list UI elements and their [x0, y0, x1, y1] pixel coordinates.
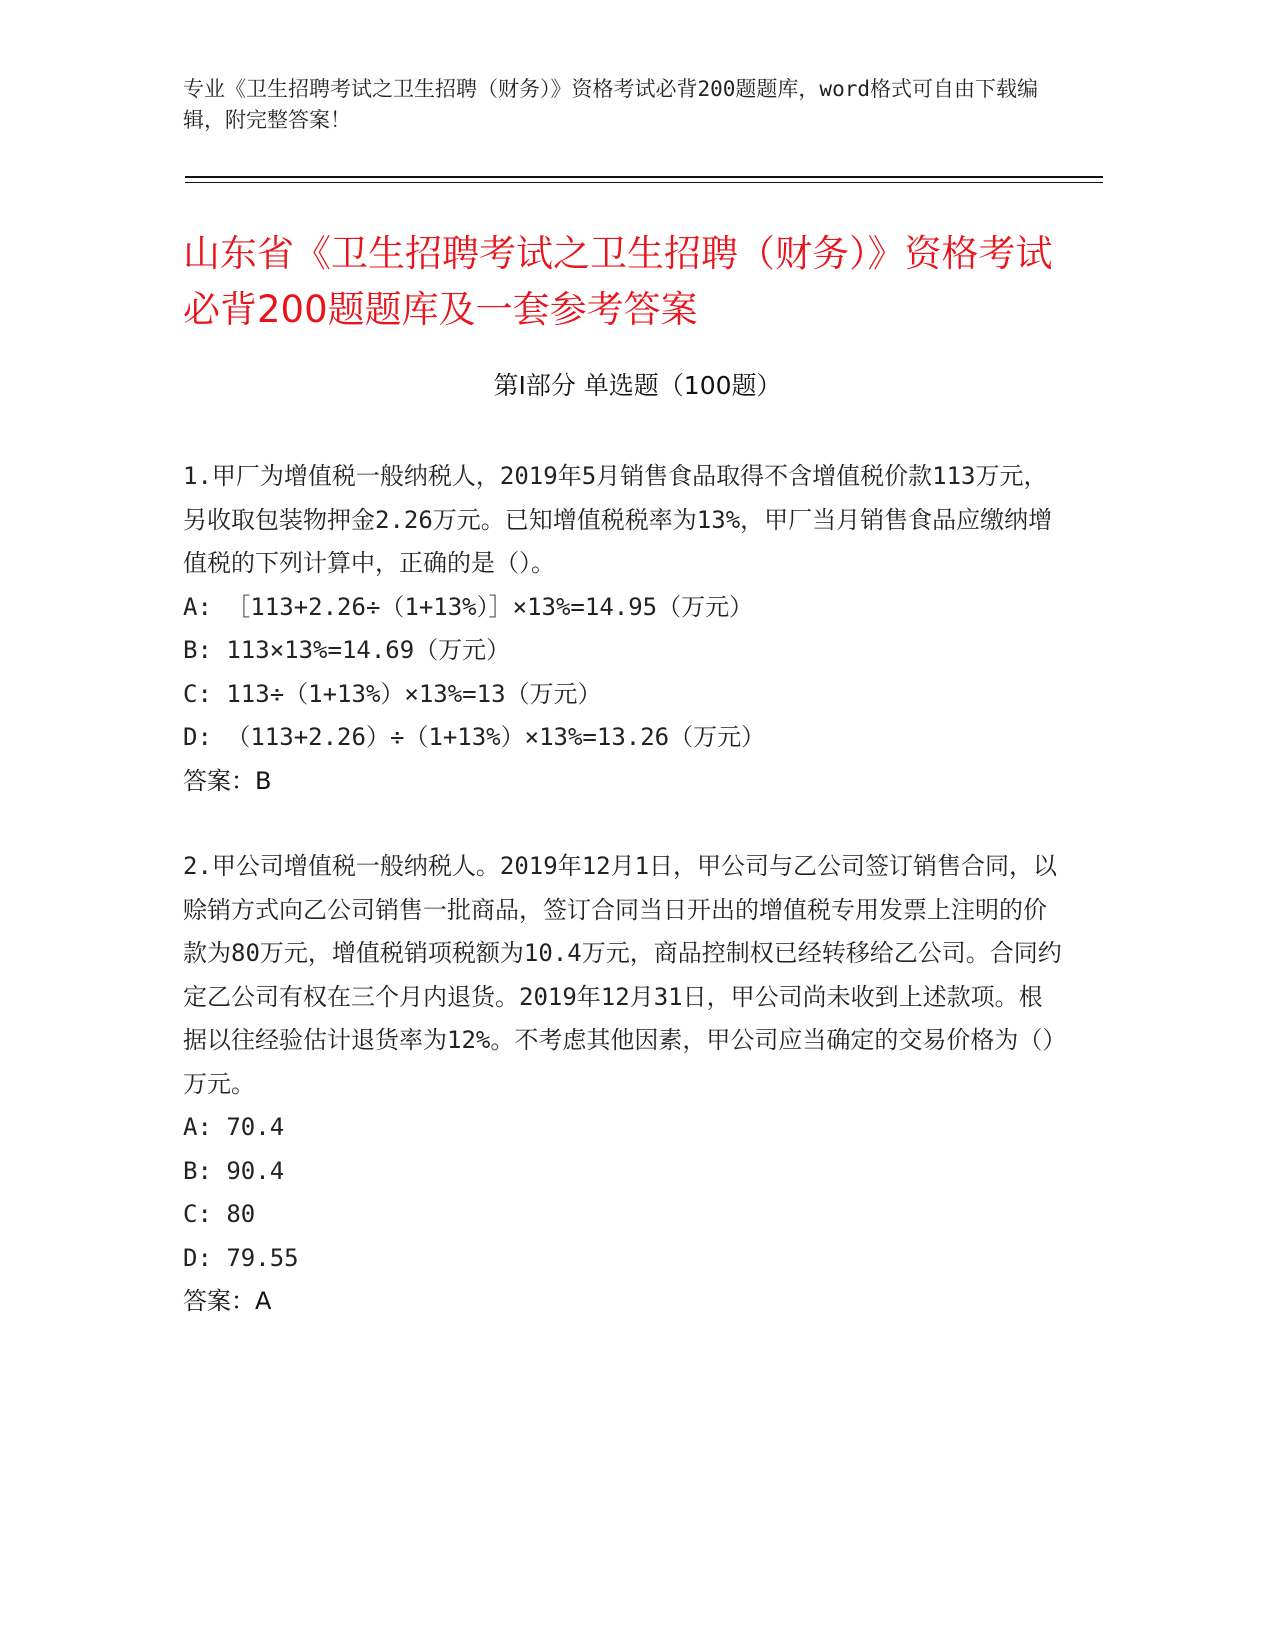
option-b: B: 90.4	[183, 1156, 285, 1185]
option-d: D: 79.55	[183, 1243, 299, 1272]
option-c: C: 80	[183, 1200, 256, 1228]
question-2	[183, 845, 1063, 1324]
section-heading: 第I部分 单选题（100题）	[493, 371, 782, 400]
question-stem: 1.甲厂为增值税一般纳税人，2019年5月销售食品取得不含增值税价款113万元，另收取包装物押金2.26万元。已知增值税税率为13%，甲厂当月销售食品应缴纳增值税的下列计算中，正确的是（）。	[183, 462, 1053, 577]
answer-line: 答案：A	[183, 1287, 272, 1315]
answer-line: 答案：B	[183, 766, 272, 795]
document-title: 山东省《卫生招聘考试之卫生招聘（财务）》资格考试必背200题题库及一套参考答案	[183, 232, 1053, 331]
option-a: A: ［113+2.26÷（1+13%）］×13%=14.95（万元）	[183, 592, 754, 621]
header-divider-thick	[185, 176, 1103, 178]
header-note: 专业《卫生招聘考试之卫生招聘（财务）》资格考试必背200题题库，word格式可自由下载编辑，附完整答案！	[183, 77, 1038, 132]
option-d: D: （113+2.26）÷（1+13%）×13%=13.26（万元）	[183, 723, 766, 751]
header-divider-thin	[185, 182, 1103, 183]
question-1	[183, 455, 1063, 803]
question-stem: 2.甲公司增值税一般纳税人。2019年12月1日，甲公司与乙公司签订销售合同，以赊销方式向乙公司销售一批商品，签订合同当日开出的增值税专用发票上注明的价款为80万元，增值税销项税额为10.4万元，商品控制权已经转移给乙公司。合同约定乙公司有权在三个月内退货。2019年12月31日，甲公司尚未收到上述款项。根据以往经验估计退货率为12%。不考虑其他因素，甲公司应当确定的交易价格为（）万元。	[183, 852, 1062, 1098]
option-c: C: 113÷（1+13%）×13%=13（万元）	[183, 679, 602, 708]
option-a: A: 70.4	[183, 1113, 285, 1141]
option-b: B: 113×13%=14.69（万元）	[183, 636, 511, 664]
